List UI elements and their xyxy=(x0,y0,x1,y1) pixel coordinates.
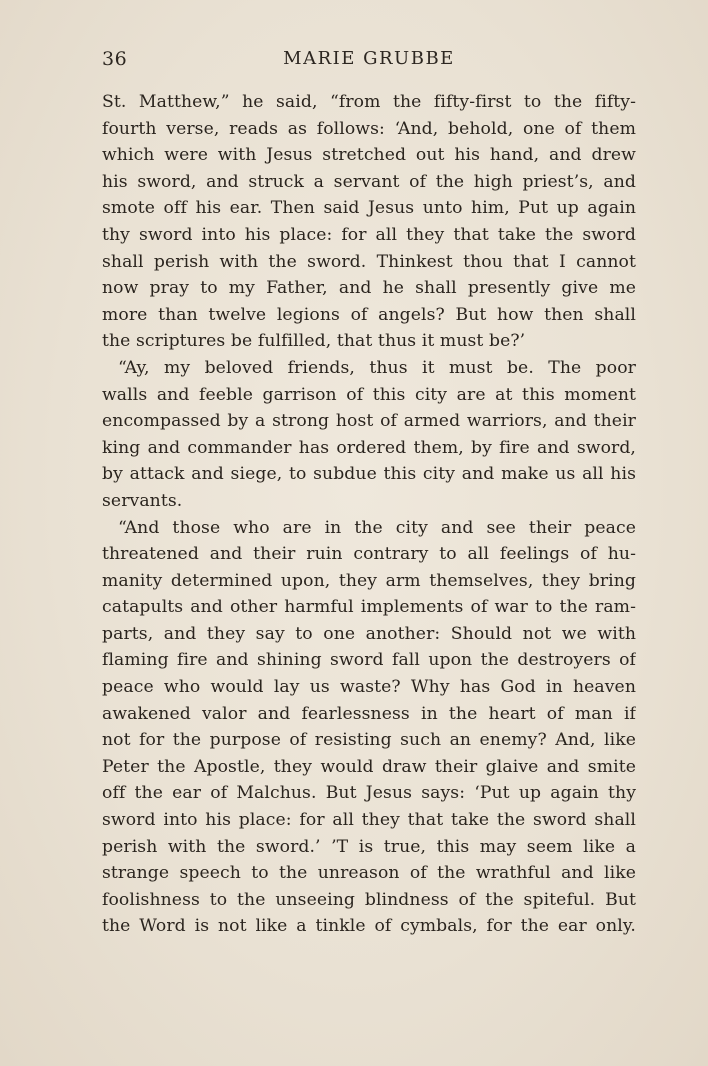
page-number: 36 xyxy=(102,48,128,70)
text-line: strange speech to the unreason of the wrathful and like xyxy=(102,863,636,884)
text-line: smote off his ear. Then said Jesus unto him, Put up again xyxy=(102,198,636,219)
text-line: encompassed by a strong host of armed warriors, and their xyxy=(102,411,636,432)
text-line: manity determined upon, they arm themselves, they bring xyxy=(102,570,636,591)
text-line: more than twelve legions of angels? But how then shall xyxy=(102,304,636,325)
text-line: awakened valor and fearlessness in the heart of man if xyxy=(102,703,636,724)
text-line: his sword, and struck a servant of the high priest’s, and xyxy=(102,171,636,192)
text-line: king and commander has ordered them, by fire and sword, xyxy=(102,437,636,458)
text-line: not for the purpose of resisting such an enemy? And, like xyxy=(102,730,636,751)
text-line: walls and feeble garrison of this city are at this moment xyxy=(102,384,636,405)
text-line: parts, and they say to one another: Should not we with xyxy=(102,623,636,644)
text-line: St. Matthew,” he said, “from the fifty-first to the fifty- xyxy=(102,92,636,112)
text-line: foolishness to the unseeing blindness of the spiteful. But xyxy=(102,889,636,910)
text-line: now pray to my Father, and he shall presently give me xyxy=(102,278,636,299)
text-line: which were with Jesus stretched out his hand, and drew xyxy=(102,145,636,166)
text-line: Peter the Apostle, they would draw their glaive and smite xyxy=(102,756,636,777)
text-line: “And those who are in the city and see their peace xyxy=(118,517,636,538)
text-line: sword into his place: for all they that take the sword shall xyxy=(102,810,636,831)
text-line: catapults and other harmful implements of war to the ram- xyxy=(102,597,636,618)
running-title: MARIE GRUBBE xyxy=(283,48,455,69)
text-line: threatened and their ruin contrary to all feelings of hu- xyxy=(102,544,636,565)
text-line: flaming fire and shining sword fall upon the destroyers of xyxy=(102,650,636,671)
text-line: perish with the sword.’ ’T is true, this may seem like a xyxy=(102,836,636,857)
text-line: the Word is not like a tinkle of cymbals, for the ear only. xyxy=(102,916,636,937)
text-line: thy sword into his place: for all they that take the sword xyxy=(102,224,636,245)
text-line: off the ear of Malchus. But Jesus says: ‘Put up again thy xyxy=(102,783,636,804)
text-line: “Ay, my beloved friends, thus it must be. The poor xyxy=(118,357,636,378)
body-text xyxy=(102,89,636,940)
text-line: fourth verse, reads as follows: ‘And, behold, one of them xyxy=(102,118,636,139)
text-line: peace who would lay us waste? Why has God in heaven xyxy=(102,677,636,698)
text-line: servants. xyxy=(102,490,183,511)
text-line: shall perish with the sword. Thinkest thou that I cannot xyxy=(102,251,636,272)
text-line: by attack and siege, to subdue this city and make us all his xyxy=(102,464,636,485)
text-line: the scriptures be fulfilled, that thus it must be?’ xyxy=(102,331,526,352)
page-header xyxy=(102,48,636,74)
